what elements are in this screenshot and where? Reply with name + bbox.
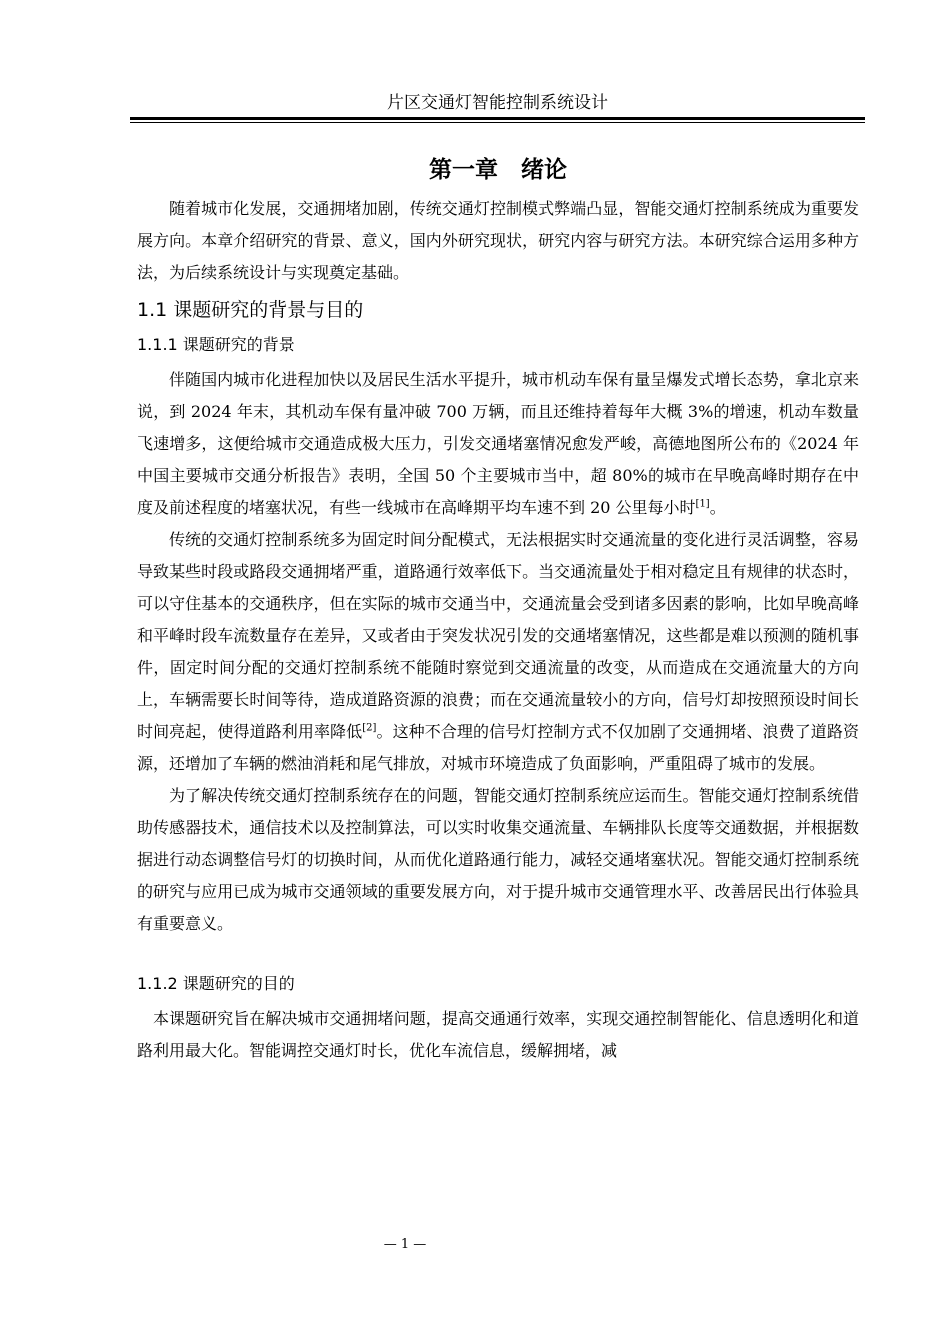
chapter-title: 第一章 绪论 (429, 157, 567, 183)
section-heading-1-1: 1.1 课题研究的背景与目的 (137, 299, 364, 321)
purpose-paragraph-1: 本课题研究旨在解决城市交通拥堵问题，提高交通通行效率，实现交通控制智能化、信息透明化和道路利用最大化。智能调控交通灯时长，优化车流信息，缓解拥堵，减 (137, 1009, 859, 1060)
header-rule-thick (130, 117, 865, 120)
running-header: 片区交通灯智能控制系统设计 (387, 93, 608, 113)
citation-1: [1] (695, 498, 710, 510)
subsection-heading-1-1-2: 1.1.2 课题研究的目的 (137, 974, 295, 993)
paragraph-text: 传统的交通灯控制系统多为固定时间分配模式，无法根据实时交通流量的变化进行灵活调整，容易导致某些时段或路段交通拥堵严重，道路通行效率低下。当交通流量处于相对稳定且有规律的状态时，可以守住基本的交通秩序，但在实际的城市交通当中，交通流量会受到诸多因素的影响，比如早晚高峰和平峰时段车流数量存在差异，又或者由于突发状况引发的交通堵塞情况，这些都是难以预测的随机事件，固定时间分配的交通灯控制系统不能随时察觉到交通流量的改变，从而造成在交通流量大的方向上，车辆需要长时间等待，造成道路资源的浪费；而在交通流量较小的方向，信号灯却按照预设时间长时间亮起，使得道路利用率降低 (137, 530, 859, 741)
background-paragraph-3: 为了解决传统交通灯控制系统存在的问题，智能交通灯控制系统应运而生。智能交通灯控制系统借助传感器技术，通信技术以及控制算法，可以实时收集交通流量、车辆排队长度等交通数据，并根据数据进行动态调整信号灯的切换时间，从而优化道路通行能力，减轻交通堵塞状况。智能交通灯控制系统的研究与应用已成为城市交通领域的重要发展方向，对于提升城市交通管理水平、改善居民出行体验具有重要意义。 (137, 786, 859, 933)
subsection-heading-1-1-1: 1.1.1 课题研究的背景 (137, 335, 295, 354)
chapter-intro-paragraph: 随着城市化发展，交通拥堵加剧，传统交通灯控制模式弊端凸显，智能交通灯控制系统成为重要发展方向。本章介绍研究的背景、意义，国内外研究现状，研究内容与研究方法。本研究综合运用多种方法，为后续系统设计与实现奠定基础。 (137, 199, 859, 282)
header-rule-thin (130, 122, 865, 123)
background-paragraph-2 (137, 524, 859, 780)
paragraph-text: 伴随国内城市化进程加快以及居民生活水平提升，城市机动车保有量呈爆发式增长态势，拿北京来说，到 2024 年末，其机动车保有量冲破 700 万辆，而且还维持着每年大概 3%的增速，机动车数量飞速增多，这便给城市交通造成极大压力，引发交通堵塞情况愈发严峻，高德地图所公布的《2024 年中国主要城市交通分析报告》表明，全国 50 个主要城市当中，超 80%的城市在早晚高峰时期存在中度及前述程度的堵塞状况，有些一线城市在高峰期平均车速不到 20 公里每小时 (137, 370, 859, 517)
paragraph-end: 。 (709, 498, 726, 517)
background-paragraph-1 (137, 364, 859, 524)
page-content (137, 150, 859, 1067)
paragraph-end: 。这种不合理的信号灯控制方式不仅加剧了交通拥堵、浪费了道路资源，还增加了车辆的燃油消耗和尾气排放，对城市环境造成了负面影响，严重阻碍了城市的发展。 (137, 722, 859, 773)
citation-2: [2] (362, 722, 377, 734)
page-number: — 1 — (383, 1237, 427, 1252)
